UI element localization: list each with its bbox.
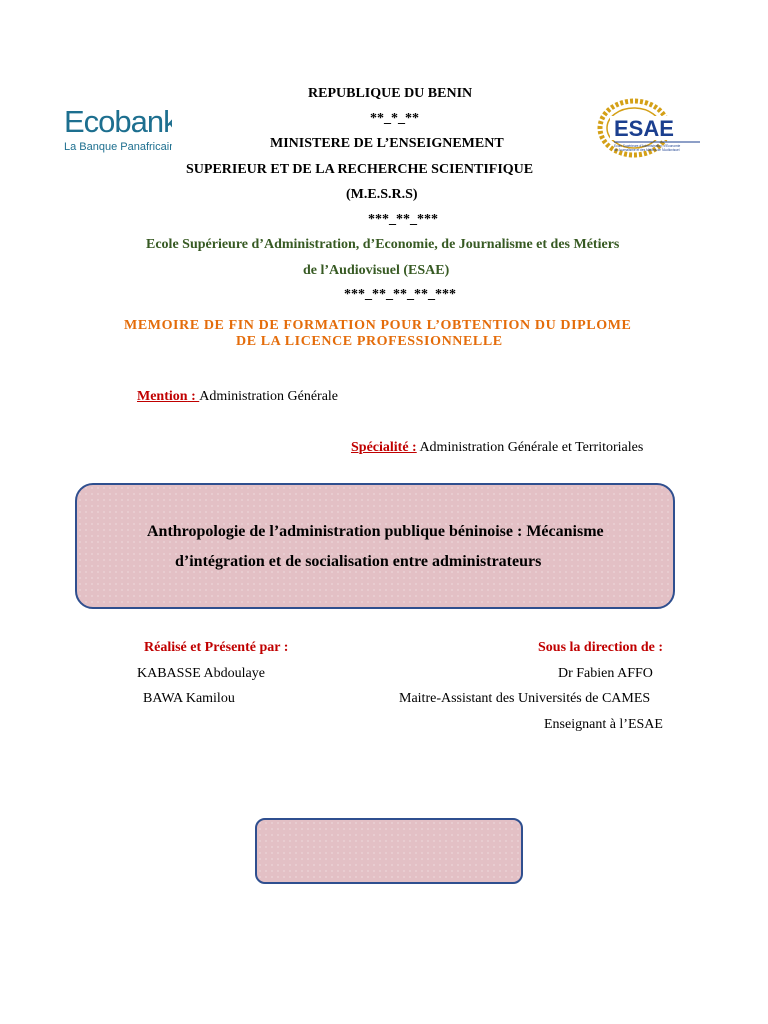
svg-text:ESAE: ESAE (614, 116, 674, 141)
ecobank-logo (62, 98, 172, 156)
separator-1: **_*_** (370, 111, 419, 126)
svg-text:La Banque Panafricaine: La Banque Panafricaine (64, 141, 172, 153)
separator-3: ***_**_**_**_*** (344, 287, 456, 302)
specialite-row (351, 440, 643, 456)
svg-text:Ecobank: Ecobank (64, 104, 172, 139)
director-title: Maitre-Assistant des Universités de CAMES (399, 691, 651, 706)
republic-title: REPUBLIQUE DU BENIN (308, 86, 473, 101)
esae-logo (594, 96, 706, 160)
specialite-label: Spécialité : (351, 440, 417, 455)
author-name: KABASSE Abdoulaye (137, 666, 265, 681)
theme-line-1: Anthropologie de l’administration publique béninoise : Mécanisme (147, 523, 604, 540)
svg-text:Ecole Supérieure d'Administrat: Ecole Supérieure d'Administration, d'Economie (614, 144, 681, 148)
mention-value: Administration Générale (199, 389, 339, 404)
empty-year-box (255, 818, 523, 884)
ministry-acronym: (M.E.S.R.S) (346, 187, 418, 202)
author-name: BAWA Kamilou (143, 691, 235, 706)
school-name-line-1: Ecole Supérieure d’Administration, d’Economie, de Journalisme et des Métiers (146, 237, 620, 252)
mention-colon: : (187, 389, 200, 404)
theme-box (75, 483, 675, 609)
director-role: Enseignant à l’ESAE (544, 717, 663, 732)
direction-label: Sous la direction de : (538, 640, 663, 655)
specialite-value: Administration Générale et Territoriales (416, 440, 644, 455)
director-name: Dr Fabien AFFO (558, 666, 653, 681)
ministry-line-1: MINISTERE DE L’ENSEIGNEMENT (270, 136, 504, 151)
mention-label: Mention (137, 389, 188, 404)
school-name-line-2: de l’Audiovisuel (ESAE) (303, 263, 450, 278)
ministry-line-2: SUPERIEUR ET DE LA RECHERCHE SCIENTIFIQUE (186, 162, 534, 177)
svg-text:de Journalisme et des Métiers: de Journalisme et des Métiers de l'Audiovisuel (614, 148, 680, 152)
theme-line-2: d’intégration et de socialisation entre administrateurs (175, 553, 542, 570)
mention-row (137, 389, 338, 405)
memoire-title-line-2: DE LA LICENCE PROFESSIONNELLE (236, 334, 503, 349)
memoire-title-line-1: MEMOIRE DE FIN DE FORMATION POUR L’OBTENTION DU DIPLOME (124, 318, 632, 333)
separator-2: ***_**_*** (368, 212, 438, 227)
authors-label: Réalisé et Présenté par : (144, 640, 289, 655)
